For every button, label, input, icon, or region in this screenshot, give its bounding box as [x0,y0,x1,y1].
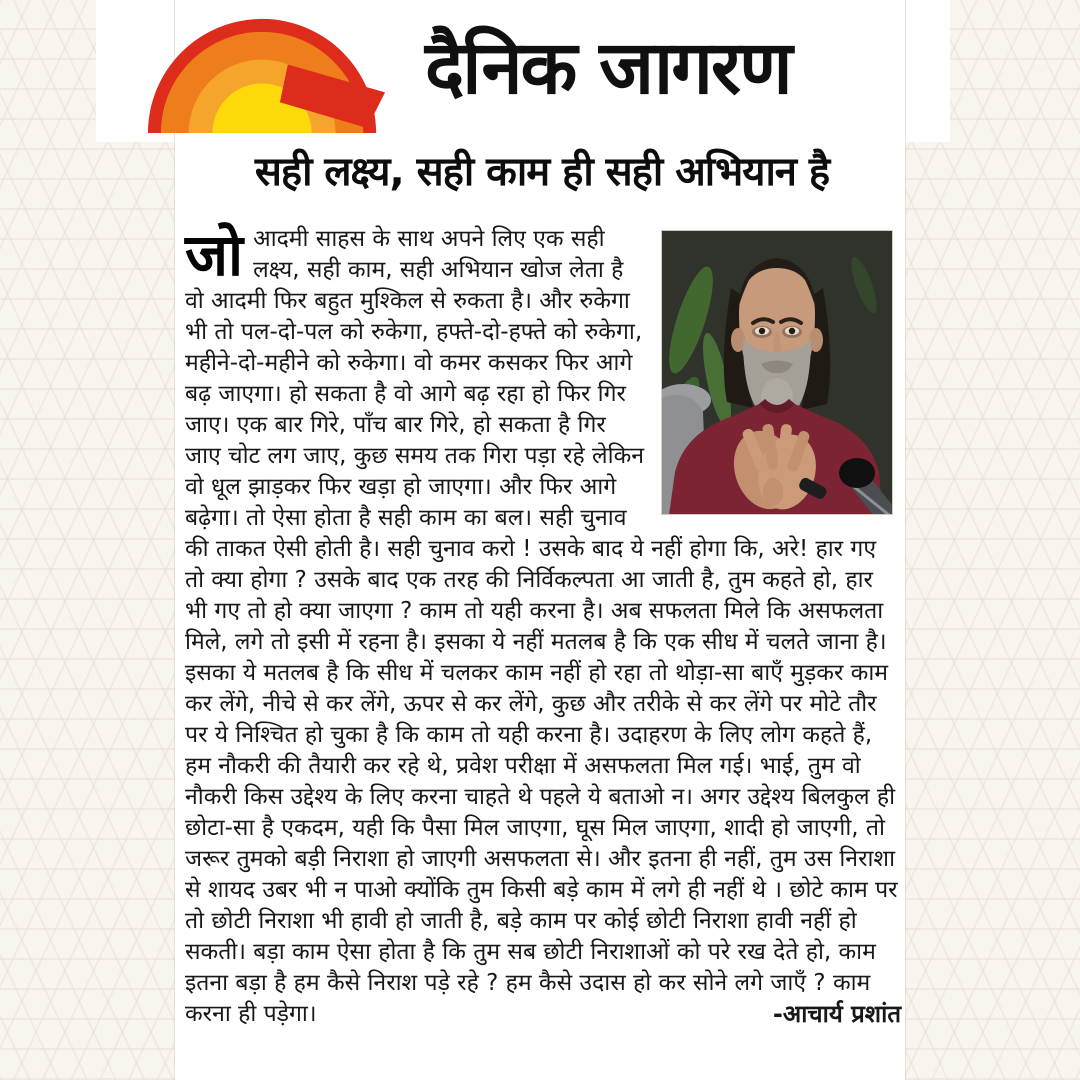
masthead [143,6,791,136]
dropcap: जो [185,221,242,289]
portrait-photo [661,230,893,515]
article-text: आदमी साहस के साथ अपने लिए एक सही लक्ष्य, सही काम, सही अभियान खोज लेता है वो आदमी फिर बहुत मुश्किल से रुकता है। और रुकेगा भी तो पल-दो-पल को रुकेगा, हफ्ते-दो-हफ्ते को रुकेगा, महीने-दो-महीने को रुकेगा। वो कमर कसकर फिर आगे बढ़ जाएगा। हो सकता है वो आगे बढ़ रहा हो फिर गिर जाए। एक बार गिरे, पाँच बार गिरे, हो सकता है गिर जाए चोट लग जाए, कुछ समय तक गिरा पड़ा रहे लेकिन वो धूल झाड़कर फिर खड़ा हो जाएगा। और फिर आगे बढ़ेगा। तो ऐसा होता है सही काम का बल। सही चुनाव की ताकत ऐसी होती है। सही चुनाव करो ! उसके बाद ये नहीं होगा कि, अरे! हार गए तो क्या होगा ? उसके बाद एक तरह की निर्विकल्पता आ जाती है, तुम कहते हो, हार भी गए तो हो क्या जाएगा ? काम तो यही करना है। अब सफलता मिले कि असफलता मिले, लगे तो इसी में रहना है। इसका ये नहीं मतलब है कि एक सीध में चलते जाना है। इसका ये मतलब है कि सीध में चलकर काम नहीं हो रहा तो थोड़ा-सा बाएँ मुड़कर काम कर लेंगे, नीचे से कर लेंगे, ऊपर से कर लेंगे, कुछ और तरीके से कर लेंगे पर मोटे तौर पर ये निश्चित हो चुका है कि काम तो यही करना है। उदाहरण के लिए लोग कहते हैं, हम नौकरी की तैयारी कर रहे थे, प्रवेश परीक्षा में असफलता मिल गई। भाई, तुम वो नौकरी किस उद्देश्य के लिए करना चाहते थे पहले ये बताओ न। अगर उद्देश्य बिलकुल ही छोटा-सा है एकदम, यही कि पैसा मिल जाएगा, घूस मिल जाएगा, शादी हो जाएगी, तो जरूर तुमको बड़ी निराशा हो जाएगी असफलता से। और इतना ही नहीं, तुम उस निराशा से शायद उबर भी न पाओ क्योंकि तुम किसी बड़े काम में लगे ही नहीं थे । छोटे काम पर तो छोटी निराशा भी हावी हो जाती है, बड़े काम पर कोई छोटी निराशा हावी नहीं हो सकती। बड़ा काम ऐसा होता है कि तुम सब छोटी निराशाओं को परे रख देते हो, काम इतना बड़ा है हम कैसे निराश पड़े रहे ? हम कैसे उदास हो कर सोने लगे जाएँ ? काम करना ही पड़ेगा। [185,226,898,1027]
headline: सही लक्ष्य, सही काम ही सही अभियान है [254,149,830,195]
sun-logo-icon [143,9,391,133]
article-body [185,221,901,1030]
brand-wordmark: दैनिक जागरण [425,25,791,111]
byline: -आचार्य प्रशांत [772,1000,901,1028]
